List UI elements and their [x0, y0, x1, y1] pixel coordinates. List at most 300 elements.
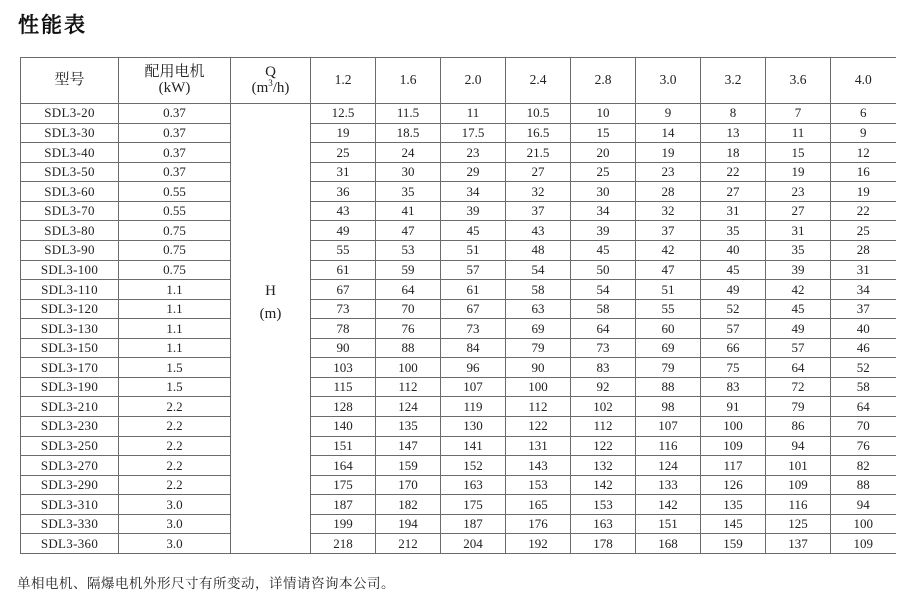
head-value-cell: 194 — [376, 514, 441, 534]
head-value-cell: 86 — [766, 417, 831, 437]
table-row — [21, 377, 896, 397]
flow-unit-pre: (m — [251, 79, 269, 96]
table-row — [21, 162, 896, 182]
head-value-cell: 19 — [831, 182, 896, 202]
head-value-cell: 135 — [376, 417, 441, 437]
head-value-cell: 50 — [571, 260, 636, 280]
head-value-cell: 103 — [311, 358, 376, 378]
model-cell: SDL3-210 — [21, 397, 119, 417]
head-value-cell: 199 — [311, 514, 376, 534]
table-header-row — [21, 58, 896, 104]
col-header-flow-value: 2.8 — [571, 58, 636, 104]
head-value-cell: 34 — [571, 201, 636, 221]
head-value-cell: 96 — [441, 358, 506, 378]
head-value-cell: 31 — [311, 162, 376, 182]
table-row — [21, 240, 896, 260]
head-value-cell: 163 — [441, 475, 506, 495]
head-value-cell: 40 — [831, 319, 896, 339]
head-value-cell: 73 — [441, 319, 506, 339]
head-value-cell: 30 — [571, 182, 636, 202]
head-value-cell: 84 — [441, 338, 506, 358]
motor-power-cell: 2.2 — [119, 397, 231, 417]
head-value-cell: 159 — [701, 534, 766, 554]
head-value-cell: 10 — [571, 104, 636, 124]
model-cell: SDL3-310 — [21, 495, 119, 515]
head-value-cell: 59 — [376, 260, 441, 280]
head-value-cell: 102 — [571, 397, 636, 417]
head-value-cell: 27 — [506, 162, 571, 182]
col-header-flow-value: 3.6 — [766, 58, 831, 104]
model-cell: SDL3-30 — [21, 123, 119, 143]
head-value-cell: 25 — [831, 221, 896, 241]
head-value-cell: 131 — [506, 436, 571, 456]
head-value-cell: 23 — [766, 182, 831, 202]
head-value-cell: 52 — [701, 299, 766, 319]
head-value-cell: 73 — [311, 299, 376, 319]
head-value-cell: 64 — [766, 358, 831, 378]
head-value-cell: 63 — [506, 299, 571, 319]
head-value-cell: 64 — [376, 280, 441, 300]
head-value-cell: 13 — [701, 123, 766, 143]
head-value-cell: 135 — [701, 495, 766, 515]
head-value-cell: 109 — [831, 534, 896, 554]
head-value-cell: 43 — [506, 221, 571, 241]
motor-power-cell: 0.75 — [119, 240, 231, 260]
head-value-cell: 122 — [506, 417, 571, 437]
model-cell: SDL3-150 — [21, 338, 119, 358]
head-value-cell: 31 — [831, 260, 896, 280]
model-cell: SDL3-40 — [21, 143, 119, 163]
head-value-cell: 40 — [701, 240, 766, 260]
head-value-cell: 83 — [701, 377, 766, 397]
head-value-cell: 100 — [506, 377, 571, 397]
head-value-cell: 151 — [636, 514, 701, 534]
head-value-cell: 39 — [571, 221, 636, 241]
table-body — [21, 104, 896, 554]
head-value-cell: 124 — [376, 397, 441, 417]
model-cell: SDL3-90 — [21, 240, 119, 260]
head-value-cell: 130 — [441, 417, 506, 437]
head-value-cell: 14 — [636, 123, 701, 143]
head-value-cell: 34 — [831, 280, 896, 300]
table-row — [21, 123, 896, 143]
model-cell: SDL3-50 — [21, 162, 119, 182]
head-value-cell: 176 — [506, 514, 571, 534]
model-cell: SDL3-60 — [21, 182, 119, 202]
col-header-motor-power — [119, 58, 231, 104]
head-value-cell: 61 — [311, 260, 376, 280]
head-value-cell: 19 — [766, 162, 831, 182]
head-value-cell: 109 — [766, 475, 831, 495]
head-value-cell: 39 — [441, 201, 506, 221]
head-value-cell: 54 — [571, 280, 636, 300]
head-value-cell: 168 — [636, 534, 701, 554]
head-value-cell: 124 — [636, 456, 701, 476]
head-value-cell: 70 — [831, 417, 896, 437]
head-value-cell: 91 — [701, 397, 766, 417]
head-value-cell: 100 — [701, 417, 766, 437]
head-value-cell: 115 — [311, 377, 376, 397]
head-value-cell: 37 — [506, 201, 571, 221]
head-value-cell: 212 — [376, 534, 441, 554]
flow-unit-post: /h) — [272, 79, 290, 96]
head-value-cell: 152 — [441, 456, 506, 476]
model-cell: SDL3-110 — [21, 280, 119, 300]
model-cell: SDL3-170 — [21, 358, 119, 378]
head-value-cell: 9 — [636, 104, 701, 124]
head-value-cell: 49 — [701, 280, 766, 300]
performance-table — [20, 57, 896, 554]
head-value-cell: 27 — [766, 201, 831, 221]
table-row — [21, 456, 896, 476]
head-value-cell: 98 — [636, 397, 701, 417]
head-value-cell: 66 — [701, 338, 766, 358]
head-unit-label — [231, 280, 310, 325]
head-value-cell: 10.5 — [506, 104, 571, 124]
model-cell: SDL3-120 — [21, 299, 119, 319]
head-value-cell: 88 — [376, 338, 441, 358]
head-value-cell: 163 — [571, 514, 636, 534]
table-row — [21, 104, 896, 124]
head-value-cell: 20 — [571, 143, 636, 163]
model-cell: SDL3-270 — [21, 456, 119, 476]
head-value-cell: 19 — [636, 143, 701, 163]
head-value-cell: 132 — [571, 456, 636, 476]
head-value-cell: 57 — [766, 338, 831, 358]
col-header-flow-rate — [231, 58, 311, 104]
head-value-cell: 147 — [376, 436, 441, 456]
motor-power-cell: 1.5 — [119, 377, 231, 397]
head-value-cell: 88 — [831, 475, 896, 495]
motor-power-cell: 0.37 — [119, 143, 231, 163]
head-value-cell: 55 — [311, 240, 376, 260]
head-value-cell: 58 — [506, 280, 571, 300]
motor-power-cell: 1.5 — [119, 358, 231, 378]
page-title: 性能表 — [18, 14, 87, 37]
model-cell: SDL3-70 — [21, 201, 119, 221]
model-cell: SDL3-330 — [21, 514, 119, 534]
head-value-cell: 17.5 — [441, 123, 506, 143]
model-cell: SDL3-130 — [21, 319, 119, 339]
head-value-cell: 107 — [636, 417, 701, 437]
head-value-cell: 143 — [506, 456, 571, 476]
head-value-cell: 82 — [831, 456, 896, 476]
head-value-cell: 75 — [701, 358, 766, 378]
head-value-cell: 11 — [441, 104, 506, 124]
head-value-cell: 69 — [636, 338, 701, 358]
head-value-cell: 164 — [311, 456, 376, 476]
motor-power-cell: 3.0 — [119, 514, 231, 534]
motor-power-cell: 3.0 — [119, 534, 231, 554]
head-value-cell: 32 — [506, 182, 571, 202]
head-value-cell: 58 — [831, 377, 896, 397]
motor-power-cell: 2.2 — [119, 456, 231, 476]
head-value-cell: 112 — [571, 417, 636, 437]
head-value-cell: 182 — [376, 495, 441, 515]
col-header-flow-value: 3.2 — [701, 58, 766, 104]
head-value-cell: 12.5 — [311, 104, 376, 124]
head-value-cell: 133 — [636, 475, 701, 495]
table-row — [21, 514, 896, 534]
table-row — [21, 182, 896, 202]
head-value-cell: 142 — [571, 475, 636, 495]
head-value-cell: 218 — [311, 534, 376, 554]
model-cell: SDL3-250 — [21, 436, 119, 456]
head-value-cell: 192 — [506, 534, 571, 554]
head-value-cell: 16.5 — [506, 123, 571, 143]
footnote-text: 单相电机、隔爆电机外形尺寸有所变动，详情请咨询本公司。 — [17, 576, 395, 591]
head-value-cell: 47 — [636, 260, 701, 280]
head-value-cell: 31 — [766, 221, 831, 241]
head-value-cell: 54 — [506, 260, 571, 280]
col-header-flow-value: 4.0 — [831, 58, 896, 104]
head-value-cell: 112 — [506, 397, 571, 417]
head-value-cell: 25 — [311, 143, 376, 163]
head-value-cell: 34 — [441, 182, 506, 202]
head-value-cell: 31 — [701, 201, 766, 221]
motor-power-cell: 2.2 — [119, 436, 231, 456]
head-value-cell: 55 — [636, 299, 701, 319]
head-value-cell: 29 — [441, 162, 506, 182]
head-value-cell: 42 — [766, 280, 831, 300]
head-value-cell: 90 — [506, 358, 571, 378]
head-value-cell: 60 — [636, 319, 701, 339]
head-value-cell: 126 — [701, 475, 766, 495]
model-cell: SDL3-290 — [21, 475, 119, 495]
head-value-cell: 159 — [376, 456, 441, 476]
head-value-cell: 43 — [311, 201, 376, 221]
head-value-cell: 11 — [766, 123, 831, 143]
head-value-cell: 15 — [571, 123, 636, 143]
motor-power-cell: 1.1 — [119, 319, 231, 339]
motor-power-cell: 1.1 — [119, 280, 231, 300]
head-value-cell: 117 — [701, 456, 766, 476]
col-header-flow-value: 2.4 — [506, 58, 571, 104]
head-value-cell: 58 — [571, 299, 636, 319]
head-value-cell: 141 — [441, 436, 506, 456]
table-row — [21, 338, 896, 358]
head-value-cell: 47 — [376, 221, 441, 241]
head-value-cell: 19 — [311, 123, 376, 143]
head-value-cell: 119 — [441, 397, 506, 417]
head-value-cell: 18 — [701, 143, 766, 163]
head-value-cell: 32 — [636, 201, 701, 221]
head-value-cell: 49 — [766, 319, 831, 339]
motor-power-label-line1: 配用电机 — [144, 63, 205, 80]
head-value-cell: 45 — [441, 221, 506, 241]
motor-power-cell: 0.37 — [119, 104, 231, 124]
head-value-cell: 79 — [506, 338, 571, 358]
table-row — [21, 319, 896, 339]
head-value-cell: 125 — [766, 514, 831, 534]
head-value-cell: 92 — [571, 377, 636, 397]
head-value-cell: 45 — [571, 240, 636, 260]
model-cell: SDL3-20 — [21, 104, 119, 124]
table-row — [21, 436, 896, 456]
head-value-cell: 6 — [831, 104, 896, 124]
head-value-cell: 11.5 — [376, 104, 441, 124]
head-value-cell: 12 — [831, 143, 896, 163]
motor-power-cell: 3.0 — [119, 495, 231, 515]
head-value-cell: 76 — [376, 319, 441, 339]
motor-power-cell: 0.75 — [119, 221, 231, 241]
head-value-cell: 28 — [636, 182, 701, 202]
head-value-cell: 51 — [636, 280, 701, 300]
head-value-cell: 107 — [441, 377, 506, 397]
head-value-cell: 137 — [766, 534, 831, 554]
table-row — [21, 358, 896, 378]
head-value-cell: 46 — [831, 338, 896, 358]
head-value-cell: 78 — [311, 319, 376, 339]
head-value-cell: 23 — [636, 162, 701, 182]
head-symbol: H — [265, 283, 276, 299]
head-unit-merged-cell — [231, 104, 311, 554]
motor-power-cell: 2.2 — [119, 475, 231, 495]
head-value-cell: 175 — [441, 495, 506, 515]
head-value-cell: 94 — [766, 436, 831, 456]
table-row — [21, 221, 896, 241]
head-value-cell: 178 — [571, 534, 636, 554]
table-row — [21, 201, 896, 221]
head-value-cell: 45 — [766, 299, 831, 319]
table-row — [21, 475, 896, 495]
head-value-cell: 41 — [376, 201, 441, 221]
head-value-cell: 18.5 — [376, 123, 441, 143]
head-value-cell: 25 — [571, 162, 636, 182]
head-value-cell: 153 — [571, 495, 636, 515]
head-value-cell: 187 — [311, 495, 376, 515]
table-row — [21, 397, 896, 417]
head-value-cell: 53 — [376, 240, 441, 260]
col-header-flow-value: 1.2 — [311, 58, 376, 104]
head-value-cell: 116 — [766, 495, 831, 515]
head-value-cell: 9 — [831, 123, 896, 143]
head-value-cell: 70 — [376, 299, 441, 319]
motor-power-cell: 0.75 — [119, 260, 231, 280]
col-header-flow-value: 2.0 — [441, 58, 506, 104]
head-value-cell: 69 — [506, 319, 571, 339]
head-value-cell: 15 — [766, 143, 831, 163]
head-value-cell: 101 — [766, 456, 831, 476]
head-value-cell: 61 — [441, 280, 506, 300]
table-row — [21, 299, 896, 319]
head-value-cell: 79 — [636, 358, 701, 378]
table-row — [21, 260, 896, 280]
head-value-cell: 64 — [831, 397, 896, 417]
head-value-cell: 51 — [441, 240, 506, 260]
head-value-cell: 116 — [636, 436, 701, 456]
flow-symbol: Q — [265, 63, 276, 80]
motor-power-cell: 2.2 — [119, 417, 231, 437]
head-value-cell: 109 — [701, 436, 766, 456]
model-cell: SDL3-190 — [21, 377, 119, 397]
head-value-cell: 16 — [831, 162, 896, 182]
head-value-cell: 165 — [506, 495, 571, 515]
col-header-model: 型号 — [21, 58, 119, 104]
head-value-cell: 57 — [701, 319, 766, 339]
head-value-cell: 57 — [441, 260, 506, 280]
head-value-cell: 128 — [311, 397, 376, 417]
head-value-cell: 30 — [376, 162, 441, 182]
head-value-cell: 204 — [441, 534, 506, 554]
head-value-cell: 79 — [766, 397, 831, 417]
head-value-cell: 100 — [831, 514, 896, 534]
head-value-cell: 35 — [376, 182, 441, 202]
head-value-cell: 187 — [441, 514, 506, 534]
head-value-cell: 88 — [636, 377, 701, 397]
head-value-cell: 7 — [766, 104, 831, 124]
motor-power-cell: 1.1 — [119, 338, 231, 358]
motor-power-unit: (kW) — [158, 79, 191, 96]
head-value-cell: 175 — [311, 475, 376, 495]
model-cell: SDL3-100 — [21, 260, 119, 280]
head-value-cell: 90 — [311, 338, 376, 358]
col-header-flow-value: 3.0 — [636, 58, 701, 104]
model-cell: SDL3-80 — [21, 221, 119, 241]
head-value-cell: 35 — [766, 240, 831, 260]
head-value-cell: 35 — [701, 221, 766, 241]
head-value-cell: 94 — [831, 495, 896, 515]
table-row — [21, 495, 896, 515]
head-value-cell: 37 — [636, 221, 701, 241]
col-header-flow-value: 1.6 — [376, 58, 441, 104]
head-value-cell: 67 — [311, 280, 376, 300]
head-value-cell: 45 — [701, 260, 766, 280]
head-value-cell: 39 — [766, 260, 831, 280]
motor-power-cell: 0.55 — [119, 201, 231, 221]
head-value-cell: 122 — [571, 436, 636, 456]
head-value-cell: 27 — [701, 182, 766, 202]
head-value-cell: 112 — [376, 377, 441, 397]
head-value-cell: 73 — [571, 338, 636, 358]
model-cell: SDL3-230 — [21, 417, 119, 437]
head-value-cell: 21.5 — [506, 143, 571, 163]
head-value-cell: 83 — [571, 358, 636, 378]
table-row — [21, 534, 896, 554]
head-value-cell: 100 — [376, 358, 441, 378]
motor-power-cell: 0.37 — [119, 162, 231, 182]
head-value-cell: 48 — [506, 240, 571, 260]
head-value-cell: 22 — [701, 162, 766, 182]
head-value-cell: 142 — [636, 495, 701, 515]
motor-power-cell: 1.1 — [119, 299, 231, 319]
flow-unit-superscript: 3 — [268, 77, 273, 88]
head-value-cell: 140 — [311, 417, 376, 437]
head-value-cell: 72 — [766, 377, 831, 397]
head-value-cell: 170 — [376, 475, 441, 495]
head-value-cell: 42 — [636, 240, 701, 260]
head-unit: (m) — [259, 305, 282, 322]
table-row — [21, 417, 896, 437]
head-value-cell: 64 — [571, 319, 636, 339]
head-value-cell: 145 — [701, 514, 766, 534]
head-value-cell: 8 — [701, 104, 766, 124]
motor-power-cell: 0.37 — [119, 123, 231, 143]
head-value-cell: 151 — [311, 436, 376, 456]
head-value-cell: 67 — [441, 299, 506, 319]
head-value-cell: 28 — [831, 240, 896, 260]
head-value-cell: 23 — [441, 143, 506, 163]
head-value-cell: 76 — [831, 436, 896, 456]
table-row — [21, 280, 896, 300]
head-value-cell: 52 — [831, 358, 896, 378]
table-row — [21, 143, 896, 163]
head-value-cell: 24 — [376, 143, 441, 163]
model-cell: SDL3-360 — [21, 534, 119, 554]
motor-power-cell: 0.55 — [119, 182, 231, 202]
head-value-cell: 37 — [831, 299, 896, 319]
head-value-cell: 153 — [506, 475, 571, 495]
